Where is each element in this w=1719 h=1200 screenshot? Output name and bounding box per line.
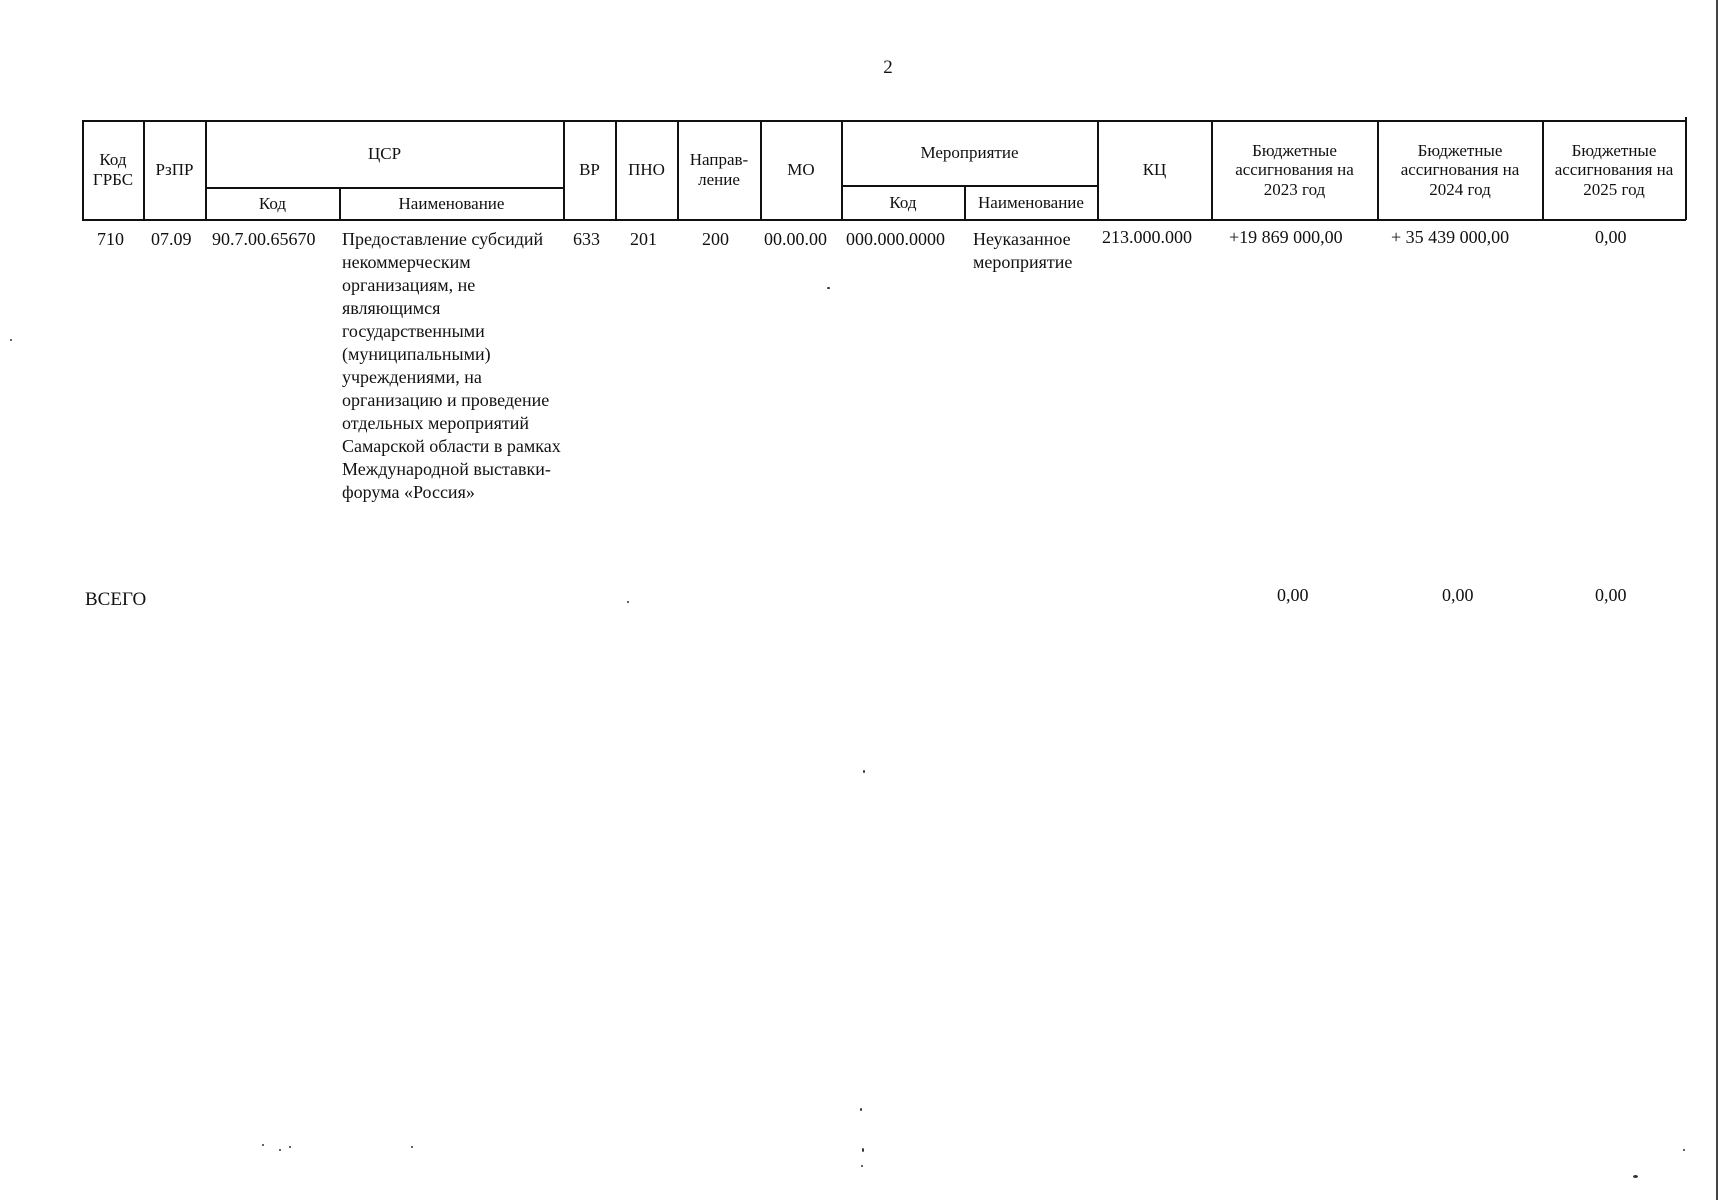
scan-speck <box>262 1144 264 1146</box>
col-csr-kod: Код <box>258 193 287 213</box>
col-budget-2024: Бюджетные ассигнования на 2024 год <box>1400 140 1520 199</box>
row-budget-2023: +19 869 000,00 <box>1229 227 1343 247</box>
row-csr-kod: 90.7.00.65670 <box>212 229 316 249</box>
row-vr: 633 <box>573 229 600 249</box>
total-budget-2025: 0,00 <box>1595 585 1627 605</box>
scan-speck <box>289 1146 291 1148</box>
col-rzpr: РзПР <box>155 160 194 180</box>
col-event-kod: Код <box>889 192 917 212</box>
row-kc: 213.000.000 <box>1102 227 1192 247</box>
total-budget-2023: 0,00 <box>1277 585 1309 605</box>
row-event-name: Неуказанное мероприятие <box>973 229 1073 272</box>
col-event-name: Наименование <box>978 192 1084 212</box>
col-mo: МО <box>787 160 815 180</box>
col-csr: ЦСР <box>367 144 402 164</box>
row-budget-2024: + 35 439 000,00 <box>1391 227 1510 247</box>
col-direction: Направ-ление <box>689 150 749 189</box>
scan-speck <box>862 1148 864 1152</box>
page-number: 2 <box>883 57 893 78</box>
col-event: Мероприятие <box>920 143 1019 163</box>
col-vr: ВР <box>579 160 600 180</box>
scan-speck <box>411 1146 413 1148</box>
row-csr-name: Предоставление субсидий некоммерческим организациям, не являющимся государственными (муниципальными) учреждениями, на организацию и проведение отдельных мероприятий Самарской области в рамках Международной выставки-форума «Россия» <box>342 229 561 502</box>
row-pno: 201 <box>630 229 657 249</box>
scan-speck <box>10 339 12 341</box>
total-label: ВСЕГО <box>85 589 147 610</box>
col-budget-2023: Бюджетные ассигнования на 2023 год <box>1235 140 1354 199</box>
row-kod-grbs: 710 <box>97 229 124 249</box>
col-pno: ПНО <box>628 160 665 180</box>
scan-edge-line <box>1716 0 1718 1200</box>
row-event-kod: 000.000.0000 <box>846 229 945 249</box>
col-budget-2025: Бюджетные ассигнования на 2025 год <box>1554 140 1674 199</box>
col-csr-name: Наименование <box>398 193 505 213</box>
scan-speck <box>827 287 830 289</box>
total-budget-2024: 0,00 <box>1442 585 1474 605</box>
scan-speck <box>279 1149 281 1151</box>
row-mo: 00.00.00 <box>764 229 827 249</box>
scan-speck <box>860 1108 862 1111</box>
col-kc: КЦ <box>1142 160 1167 180</box>
scan-speck <box>863 770 865 773</box>
col-kod-grbs: Код ГРБС <box>92 150 134 189</box>
scan-speck <box>1633 1175 1638 1178</box>
scan-speck <box>861 1165 863 1167</box>
scan-speck <box>627 601 629 603</box>
scan-speck <box>1683 1149 1685 1151</box>
row-budget-2025: 0,00 <box>1595 227 1627 247</box>
row-rzpr: 07.09 <box>151 229 192 249</box>
row-direction: 200 <box>702 229 729 249</box>
